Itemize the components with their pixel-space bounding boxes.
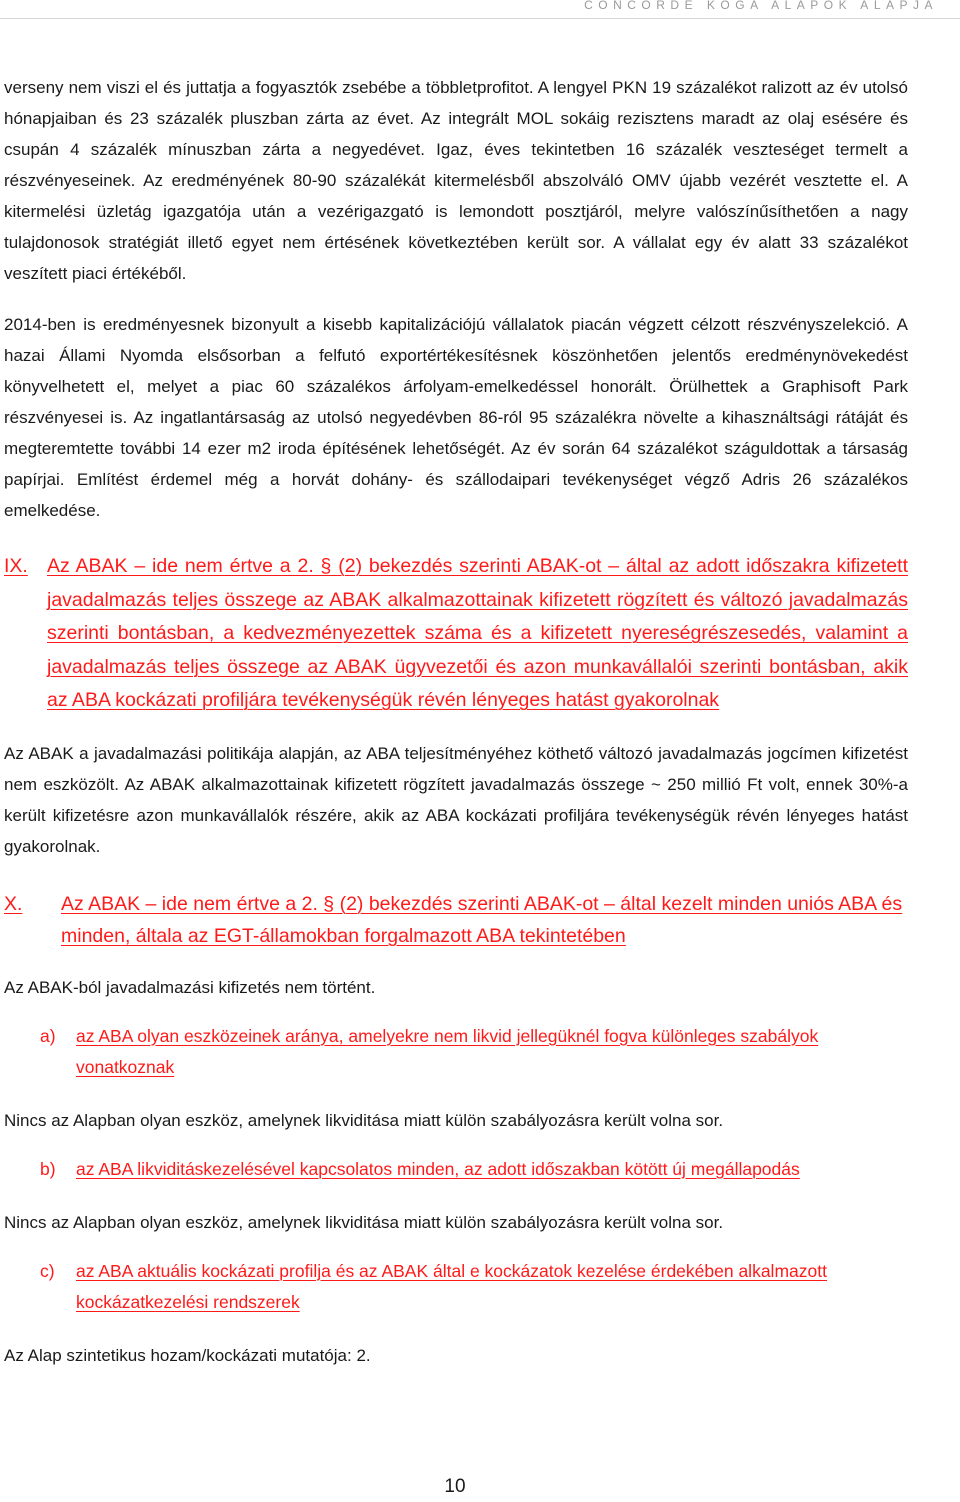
- subsection-c-body: Az Alap szintetikus hozam/kockázati mutatója: 2.: [4, 1345, 371, 1365]
- paragraph-small-cap: 2014-ben is eredményesnek bizonyult a kisebb kapitalizációjú vállalatok piacán végzett célzott részvényszelekció. A hazai Állami Nyomda elsősorban a felfutó exportértékesítésnek köszönhetően jelentős eredménynövekedést könyvelhetett el, melyet a piac 60 százalékos árfolyam-emelkedéssel honorált. Örülhettek a Graphisoft Park részvényesei is. Az ingatlantársaság az utolsó negyedévben 86-ról 95 százalékra növelte a kihasználtsági rátáját és megteremtette további 14 ezer m2 iroda építésének lehetőségét. Az év során 64 százalékot száguldottak a társaság papírjai. Említést érdemel még a horvát dohány- és szállodaipari tevékenységet végző Adris 26 százalékos emelkedése.: [4, 315, 908, 520]
- section-ix-body: Az ABAK a javadalmazási politikája alapján, az ABA teljesítményéhez köthető változó javadalmazás jogcímen kifizetést nem eszközölt. Az ABAK alkalmazottainak kifizetett rögzített javadalmazás összege ~ 250 millió Ft volt, ennek 30%-a került kifizetésre azon munkavállalók részére, akik az ABA kockázati profiljára tevékenységük révén lényeges hatást gyakorolnak.: [4, 743, 908, 856]
- section-x-number: X.: [4, 892, 23, 915]
- subsection-b-letter: b): [40, 1158, 56, 1179]
- subsection-b-body: Nincs az Alapban olyan eszköz, amelynek likviditása miatt külön szabályozásra került volna sor.: [4, 1212, 724, 1232]
- subsection-c-title: az ABA aktuális kockázati profilja és az ABAK által e kockázatok kezelése érdekében alkalmazott kockázatkezelési rendszerek: [76, 1260, 827, 1312]
- paragraph-oil-sector: verseny nem viszi el és juttatja a fogyasztók zsebébe a többletprofitot. A lengyel PKN 19 százalékot ralizott az év utolsó hónapjaiban és 23 százalék pluszban zárta az évet. Az integrált MOL sokáig rezisztens maradt az olaj esésére és csupán 4 százalék mínuszban zárta a negyedévet. Igaz, éves tekintetben 16 százalék veszteséget termelt a részvényeseinek. Az eredményének 80-90 százalékát kitermelésből abszolváló OMV újabb vezérét vesztette el. A kitermelési üzletág igazgatója után a vezérigazgató is lemondott posztjáról, melyre valószínűsíthetően a nagy tulajdonosok stratégiát illető egyet nem értésének következtében került sor. A vállalat egy év alatt 33 százalékot veszített piaci értékéből.: [4, 78, 908, 283]
- subsection-c-letter: c): [40, 1260, 55, 1281]
- section-x-title: Az ABAK – ide nem értve a 2. § (2) bekezdés szerinti ABAK-ot – által kezelt minden uniós ABA és minden, általa az EGT-államokban forgalmazott ABA tekintetében: [61, 892, 903, 947]
- header-title: CONCORDE KOGA ALAPOK ALAPJA: [584, 0, 938, 12]
- section-ix-title: Az ABAK – ide nem értve a 2. § (2) bekezdés szerinti ABAK-ot – által az adott időszakra kifizetett javadalmazás teljes összege az ABAK alkalmazottainak kifizetett rögzített és változó javadalmazás szerinti bontásban, a kedvezményezettek száma és a kifizetett nyereségrészesedés, valamint a javadalmazás teljes összege az ABAK ügyvezetői és azon munkavállalói szerinti bontásban, akik az ABA kockázati profiljára tevékenységük révén lényeges hatást gyakorolnak: [47, 555, 908, 711]
- page-header: [0, 0, 960, 19]
- section-ix-heading: [4, 550, 908, 718]
- section-ix-number: IX.: [4, 555, 28, 577]
- section-x-heading: [4, 888, 908, 952]
- subsection-b-title: az ABA likviditáskezelésével kapcsolatos minden, az adott időszakban kötött új megállapodás: [76, 1158, 800, 1179]
- subsection-b-heading: [4, 1154, 908, 1185]
- page-number: 10: [444, 1476, 466, 1497]
- document-body: [4, 72, 908, 1391]
- subsection-c-heading: [4, 1256, 908, 1318]
- subsection-a-body: Nincs az Alapban olyan eszköz, amelynek likviditása miatt külön szabályozásra került volna sor.: [4, 1110, 724, 1130]
- subsection-a-letter: a): [40, 1025, 56, 1046]
- subsection-a-title: az ABA olyan eszközeinek aránya, amelyekre nem likvid jellegüknél fogva különleges szabályok vonatkoznak: [76, 1025, 819, 1077]
- subsection-a-heading: [4, 1021, 908, 1083]
- section-x-body: Az ABAK-ból javadalmazási kifizetés nem történt.: [4, 977, 376, 997]
